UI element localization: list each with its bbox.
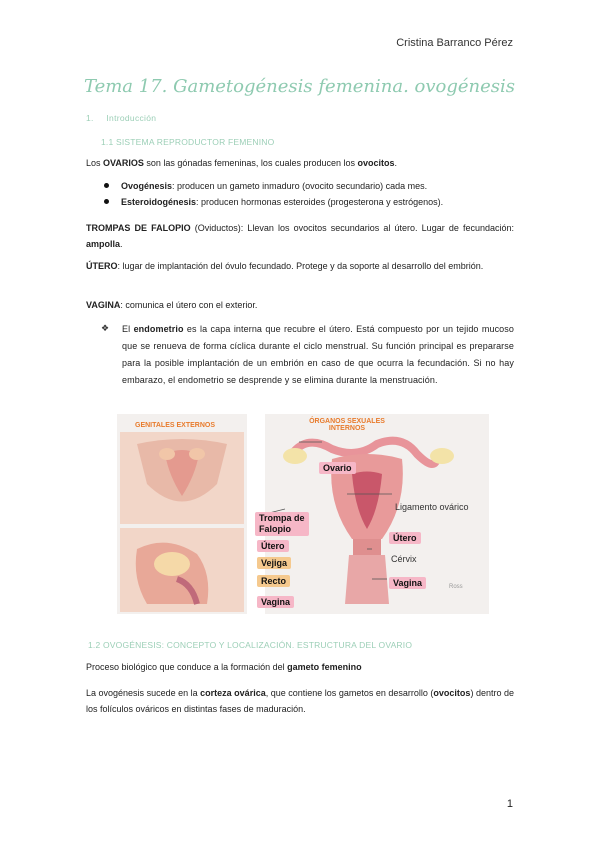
intro-paragraph: Los OVARIOS son las gónadas femeninas, los cuales producen los ovocitos.: [86, 158, 398, 168]
subsection-heading-1-2: 1.2 OVOGÉNESIS: CONCEPTO Y LOCALIZACIÓN. ESTRUCTURA DEL OVARIO: [88, 640, 413, 650]
author-name: Cristina Barranco Pérez: [396, 37, 513, 49]
section-heading-1: [86, 113, 156, 123]
anatomy-figure: [117, 414, 489, 614]
corteza-paragraph: La ovogénesis sucede en la corteza ovárica, que contiene los gametos en desarrollo (ovocitos) dentro de los folículos ováricos en distintas fases de maduración.: [86, 688, 514, 714]
utero-paragraph: ÚTERO: lugar de implantación del óvulo fecundado. Protege y da soporte al desarrollo del embrión.: [86, 261, 484, 271]
label-recto: Recto: [257, 575, 290, 587]
figure-title-left: GENITALES EXTERNOS: [135, 422, 215, 429]
label-trompa: Trompa de Falopio: [255, 512, 309, 536]
vagina-paragraph: VAGINA: comunica el útero con el exterior.: [86, 300, 258, 310]
page-title: Tema 17. Gametogénesis femenina. ovogénesis: [83, 76, 516, 97]
list-item: Esteroidogénesis: producen hormonas esteroides (progesterona y estrógenos).: [104, 197, 443, 207]
bullet-icon: [104, 199, 109, 204]
list-item: Ovogénesis: producen un gameto inmaduro (ovocito secundario) cada mes.: [104, 181, 427, 191]
section-label: Introducción: [106, 113, 157, 123]
trompas-paragraph: TROMPAS DE FALOPIO (Oviductos): Llevan los ovocitos secundarios al útero. Lugar de fecundación: ampolla.: [86, 223, 514, 249]
label-vejiga: Vejiga: [257, 557, 291, 569]
label-vagina-left: Vagina: [257, 596, 294, 608]
label-ligamento: Ligamento ovárico: [395, 502, 469, 512]
page-number: 1: [506, 798, 513, 810]
figure-title-right: ÓRGANOS SEXUALES INTERNOS: [309, 418, 385, 432]
subsection-heading-1-1: 1.1 SISTEMA REPRODUCTOR FEMENINO: [101, 137, 275, 147]
label-utero-right: Útero: [389, 532, 421, 544]
section-number: 1.: [86, 113, 94, 123]
label-utero-left: Útero: [257, 540, 289, 552]
endometrio-paragraph: El endometrio es la capa interna que recubre el útero. Está compuesto por un tejido mucoso que se renueva de forma cíclica durante el ciclo menstrual. Su función principal es prepararse para la posible implantación de un embrión en caso de que ocurra la fecundación. Si no hay embarazo, el endometrio se desprende y se elimina durante la menstruación.: [122, 324, 514, 385]
diamond-bullet-icon: ❖: [101, 323, 110, 333]
credit-ross: Ross: [449, 584, 463, 590]
bullet-icon: [104, 183, 109, 188]
label-vagina-right: Vagina: [389, 577, 426, 589]
label-cervix: Cérvix: [391, 554, 417, 564]
proceso-paragraph: Proceso biológico que conduce a la formación del gameto femenino: [86, 662, 362, 672]
label-ovario: Ovario: [319, 462, 356, 474]
